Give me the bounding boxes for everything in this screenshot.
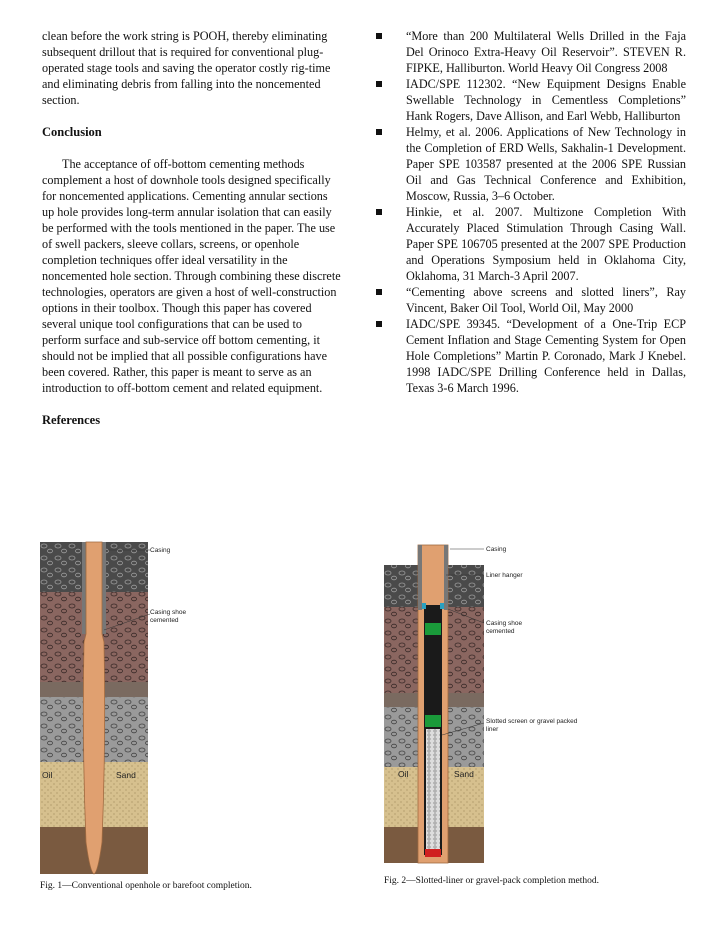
bullet-icon [376, 81, 382, 87]
reference-item: IADC/SPE 112302. “New Equipment Designs Enable Swellable Technology in Cementless Completions” Hank Rogers, Dave Allison, and Earl Webb, Halliburton [374, 76, 686, 124]
fig1-label-oil: Oil [42, 770, 53, 780]
fig2-label-hanger: Liner hanger [486, 572, 523, 579]
fig1-label-shoe-1: Casing shoe [150, 609, 187, 616]
references-list [374, 28, 686, 396]
fig1-label-casing: Casing [150, 547, 171, 554]
bullet-icon [376, 289, 382, 295]
bullet-icon [376, 209, 382, 215]
reference-item: Helmy, et al. 2006. Applications of New Technology in the Completion of ERD Wells, Sakhalin-1 Development. Paper SPE 103587 presented at the 2006 SPE Russian Oil and Gas Technical Conference and Exhibition, Moscow, Russia, 3–6 October. [374, 124, 686, 204]
fig1-label-sand: Sand [116, 770, 136, 780]
figure-2-slotted-liner-diagram [384, 545, 578, 863]
conclusion-text: The acceptance of off-bottom cementing methods complement a host of downhole tools designed specifically for noncemented applications. Cementing annular sections up hole provides long-term annular isolation that can easily be performed with the tools mentioned in the paper. The use of swell packers, sleeve collars, screens, or openhole completion techniques offer ideal versatility in the noncemented hole section. Through combining these discrete technologies, operators are given a host of well-construction options in their toolbox. Though this paper has covered several unique tool configurations that can be used to perform surface and sub-service off bottom cementing, it should not be implied that all possible configurations have been covered. Rather, this paper is meant to serve as an introduction to off-bottom cement and related equipment. [42, 157, 341, 395]
bullet-icon [376, 33, 382, 39]
left-column [42, 28, 342, 428]
reference-item: Hinkie, et al. 2007. Multizone Completion With Accurately Placed Stimulation Through Casing Wall. Paper SPE 106705 presented at the 2007 SPE Production and Operations Symposium held in Oklahoma City, Oklahoma, 31 March-3 April 2007. [374, 204, 686, 284]
reference-item: IADC/SPE 39345. “Development of a One-Trip ECP Cement Inflation and Stage Cementing System for Open Hole Completions” Martin P. Coronado, Mark J Knebel. 1998 IADC/SPE Drilling Conference held in Dallas, Texas 3-6 March 1996. [374, 316, 686, 396]
fig2-label-casing: Casing [486, 546, 507, 553]
fig2-label-screen-1: Slotted screen or gravel packed [486, 718, 578, 725]
fig2-label-oil: Oil [398, 769, 409, 779]
conclusion-heading: Conclusion [42, 125, 102, 139]
reference-item: “Cementing above screens and slotted liners”, Ray Vincent, Baker Oil Tool, World Oil, May 2000 [374, 284, 686, 316]
figure-1-openhole-diagram [40, 542, 187, 874]
fig2-label-screen-2: liner [486, 726, 499, 733]
fig2-label-shoe-2: cemented [486, 628, 515, 635]
intro-paragraph: clean before the work string is POOH, thereby eliminating subsequent drillout that is required for conventional plug-operated stage tools and saving the operator costly rig-time and eliminating debris from falling into the noncemented section. [42, 29, 331, 107]
bullet-icon [376, 129, 382, 135]
fig2-label-sand: Sand [454, 769, 474, 779]
figure-1-caption: Fig. 1—Conventional openhole or barefoot completion. [40, 881, 252, 891]
bullet-icon [376, 321, 382, 327]
figure-2-caption: Fig. 2—Slotted-liner or gravel-pack completion method. [384, 876, 600, 886]
references-heading: References [42, 413, 101, 427]
references-list-column [374, 28, 686, 396]
fig1-label-shoe-2: cemented [150, 617, 179, 624]
reference-item: “More than 200 Multilateral Wells Drilled in the Faja Del Orinoco Extra-Heavy Oil Reservoir”. STEVEN R. FIPKE, Halliburton. World Heavy Oil Congress 2008 [374, 28, 686, 76]
fig2-label-shoe-1: Casing shoe [486, 620, 523, 627]
